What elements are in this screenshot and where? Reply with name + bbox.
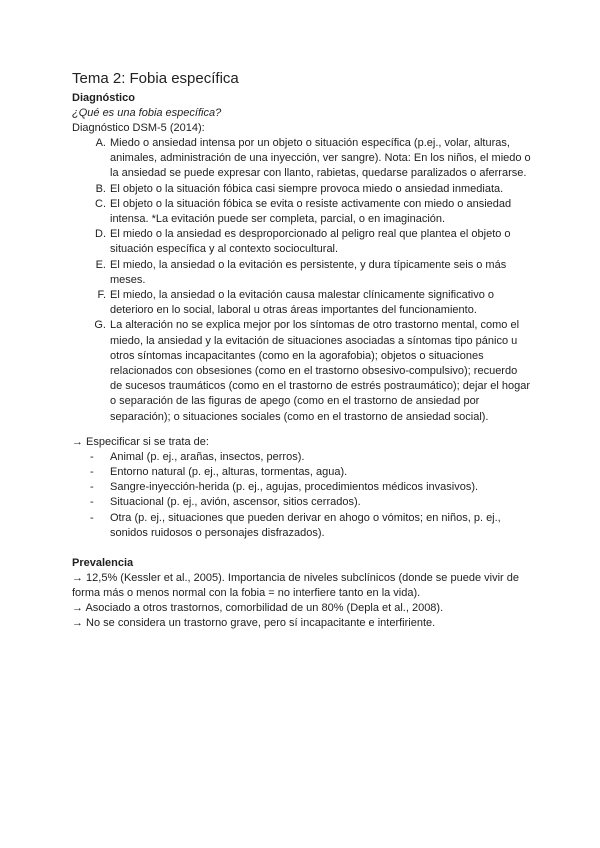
section-heading-prevalencia: Prevalencia <box>72 557 134 570</box>
criterion-text: El miedo, la ansiedad o la evitación causa malestar clínicamente significativo o deterioro en lo social, laboral u otras áreas importantes del funcionamiento. <box>110 289 494 317</box>
criterion-text: El miedo, la ansiedad o la evitación es persistente, y dura típicamente seis o más meses. <box>110 258 507 286</box>
question-line: ¿Qué es una fobia específica? <box>72 107 222 119</box>
criterion-text: El miedo o la ansiedad es desproporcionado al peligro real que plantea el objeto o situación específica y al contexto sociocultural. <box>110 228 511 256</box>
prevalencia-line: → No se considera un trastorno grave, pero sí incapacitante e interfiriente. <box>72 617 436 630</box>
section-heading-diagnostico: Diagnóstico <box>72 92 135 104</box>
dash-marker: - <box>90 511 94 524</box>
criterion-item <box>95 258 532 288</box>
criterion-marker: A. <box>95 137 106 149</box>
type-item <box>90 450 532 465</box>
criterion-marker: C. <box>95 197 106 210</box>
specify-intro: → Especificar si se trata de: <box>72 435 209 448</box>
criterion-marker: G. <box>94 319 106 332</box>
criteria-list <box>72 136 532 425</box>
criterion-text: La alteración no se explica mejor por los síntomas de otro trastorno mental, como el miedo, la ansiedad y la evitación de situaciones asociadas a síntomas tipo pánico u otros síntomas incapacitantes (como en la agorafobia); objetos o situaciones relacionados con obsesiones (como en el trastorno obsesivo-compulsivo); recuerdo de sucesos traumáticos (como en el trastorno de estrés postraumático); dejar el hogar o separación de las figuras de apego (como en el trastorno de ansiedad por separación); o situaciones sociales (como en el trastorno de ansiedad social). <box>110 319 531 423</box>
criterion-item <box>94 318 532 424</box>
prevalencia-line: → Asociado a otros trastornos, comorbilidad de un 80% (Depla et al., 2008). <box>72 602 444 615</box>
types-list <box>72 450 532 541</box>
criterion-marker: F. <box>97 289 106 302</box>
criterion-item <box>97 288 532 318</box>
type-text: Animal (p. ej., arañas, insectos, perros). <box>110 450 305 463</box>
document-page <box>72 70 532 631</box>
type-item <box>90 480 532 495</box>
page-title: Tema 2: Fobia específica <box>72 70 239 87</box>
criterion-marker: D. <box>95 228 106 241</box>
type-text: Otra (p. ej., situaciones que pueden derivar en ahogo o vómitos; en niños, p. ej., sonidos ruidosos o personajes disfrazados). <box>110 511 501 539</box>
dash-marker: - <box>90 496 94 509</box>
type-text: Entorno natural (p. ej., alturas, tormentas, agua). <box>110 466 348 479</box>
dash-marker: - <box>90 466 94 479</box>
dsm-intro: Diagnóstico DSM-5 (2014): <box>72 122 205 134</box>
type-item <box>90 511 532 541</box>
prevalencia-line: → 12,5% (Kessler et al., 2005). Importancia de niveles subclínicos (donde se puede vivir de forma más o menos normal con la fobia = no interfiere tanto en la vida). <box>72 572 519 600</box>
type-item <box>90 465 532 480</box>
criterion-text: El objeto o la situación fóbica casi siempre provoca miedo o ansiedad inmediata. <box>110 182 504 195</box>
criterion-text: El objeto o la situación fóbica se evita o resiste activamente con miedo o ansiedad intensa. *La evitación puede ser completa, parcial, o en imaginación. <box>110 197 512 226</box>
dash-marker: - <box>90 481 94 494</box>
type-text: Situacional (p. ej., avión, ascensor, sitios cerrados). <box>110 496 361 509</box>
criterion-marker: B. <box>95 182 106 195</box>
criterion-item <box>95 136 532 182</box>
criterion-marker: E. <box>95 258 106 271</box>
type-text: Sangre-inyección-herida (p. ej., agujas, procedimientos médicos invasivos). <box>110 481 479 494</box>
criterion-item <box>95 182 532 197</box>
type-item <box>90 495 532 510</box>
criterion-item <box>95 197 532 227</box>
criterion-item <box>95 227 532 257</box>
dash-marker: - <box>90 450 94 463</box>
criterion-text: Miedo o ansiedad intensa por un objeto o situación específica (p.ej., volar, alturas, animales, administración de una inyección, ver sangre). Nota: En los niños, el miedo o la ansiedad se puede expresar con llanto, rabietas, quedarse paralizados o aferrarse. <box>110 137 531 180</box>
